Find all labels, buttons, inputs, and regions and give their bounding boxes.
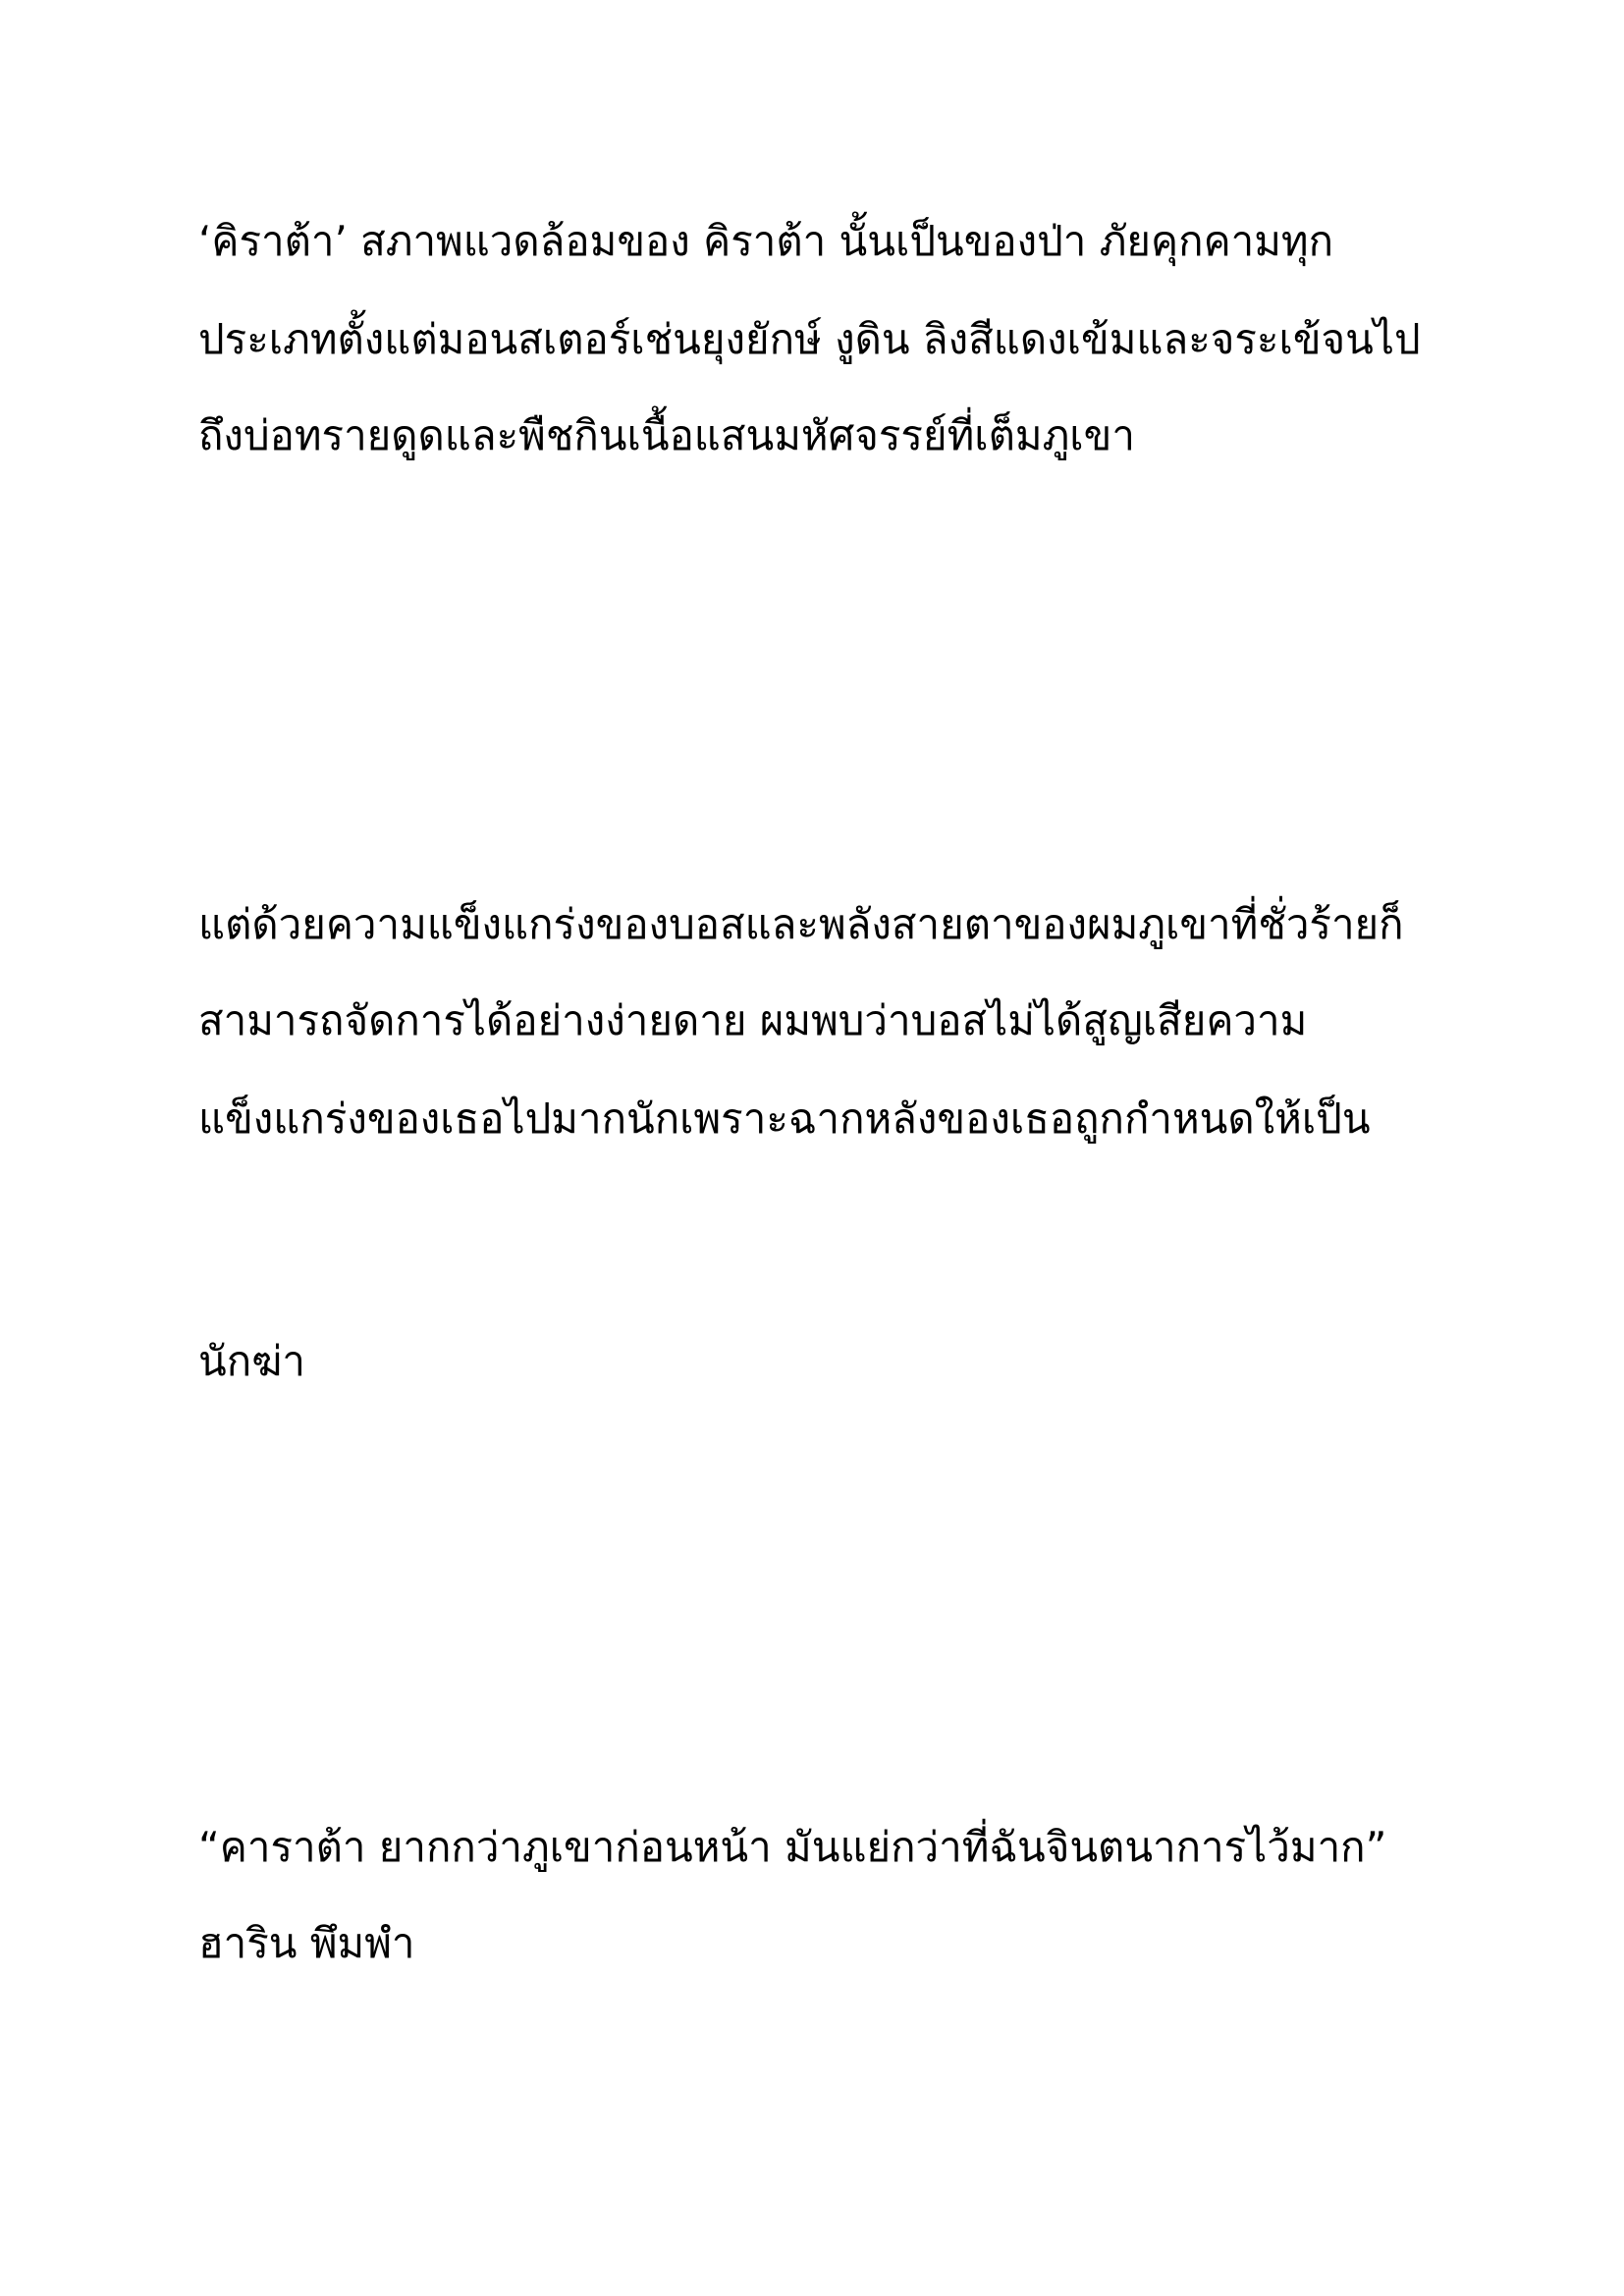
text-line: ถึงบ่อทรายดูดและพืชกินเนื้อแสนมหัศจรรย์ที่เต็มภูเขา: [198, 411, 1135, 459]
text-line: สามารถจัดการได้อย่างง่ายดาย ผมพบว่าบอสไม่ได้สูญเสียความ: [198, 996, 1308, 1044]
text-line: แต่ด้วยความแข็งแกร่งของบอสและพลังสายตาของผมภูเขาที่ชั่วร้ายก็: [198, 900, 1404, 948]
text-line: ‘คิราต้า’ สภาพแวดล้อมของ คิราต้า นั้นเป็นของป่า ภัยคุกคามทุก: [198, 217, 1334, 265]
text-line: ประเภทตั้งแต่มอนสเตอร์เช่นยุงยักษ์ งูดิน ลิงสีแดงเข้มและจระเข้จนไป: [198, 315, 1421, 363]
text-line: แข็งแกร่งของเธอไปมากนักเพราะฉากหลังของเธอถูกกำหนดให้เป็น: [198, 1095, 1371, 1143]
text-line: ฮาริน พึมพำ: [198, 1919, 415, 1967]
text-line: นักฆ่า: [198, 1337, 305, 1385]
text-line: “คาราต้า ยากกว่าภูเขาก่อนหน้า มันแย่กว่าที่ฉันจินตนาการไว้มาก”: [198, 1823, 1387, 1871]
